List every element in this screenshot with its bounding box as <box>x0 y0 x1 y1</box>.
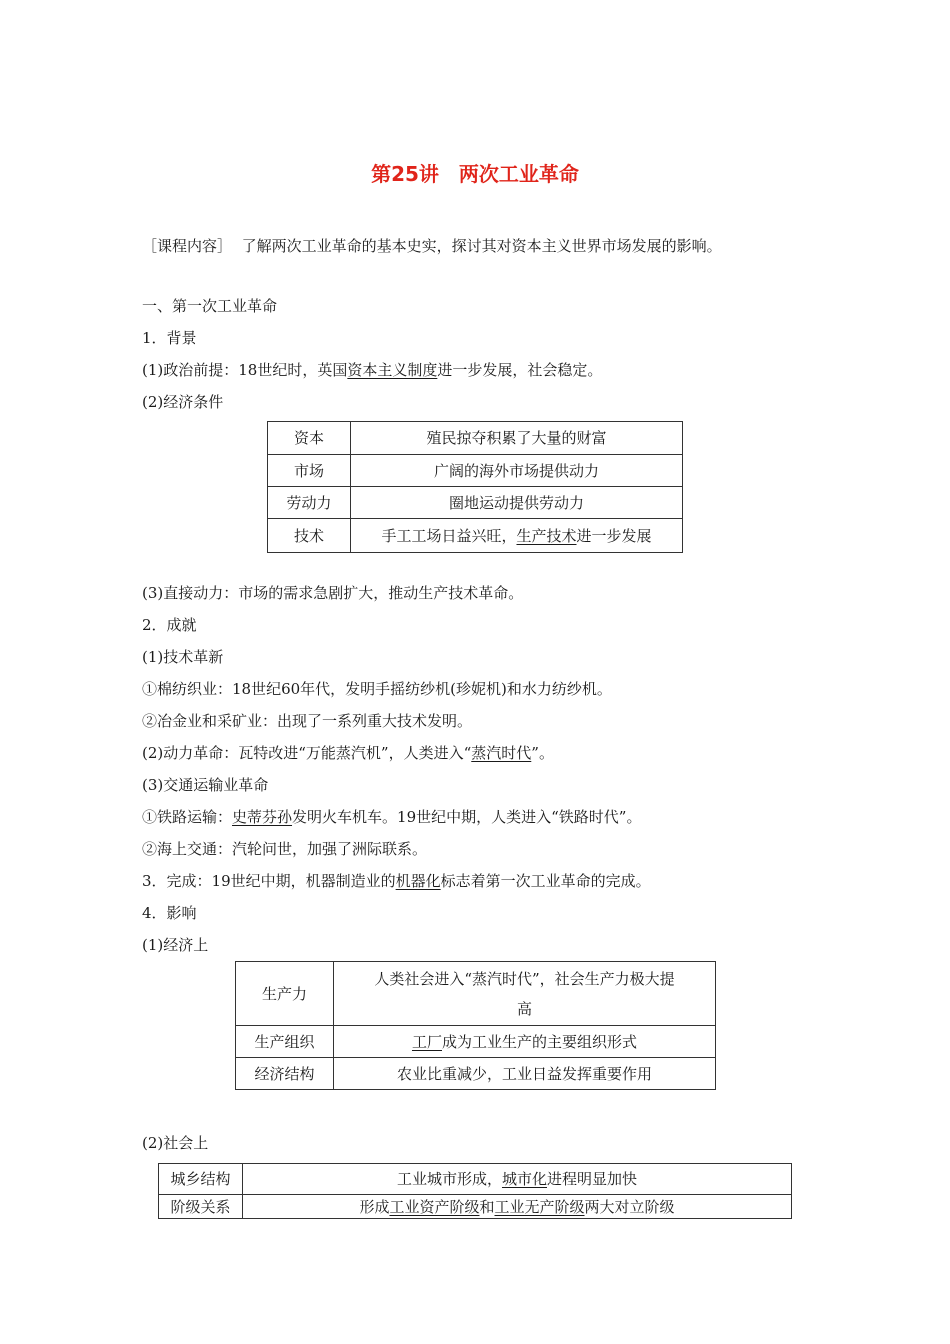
table-cell: 经济结构 <box>236 1058 334 1090</box>
table-cell: 生产力 <box>236 962 334 1026</box>
underlined-term: 资本主义制度 <box>347 361 438 379</box>
achievement-a7: ②海上交通：汽轮问世，加强了洲际联系。 <box>142 840 428 858</box>
section-heading: 一、第一次工业革命 <box>142 297 278 315</box>
table-cell: 圈地运动提供劳动力 <box>351 487 683 519</box>
background-p1: (1)政治前提：18世纪时，英国资本主义制度进一步发展，社会稳定。 <box>142 361 603 379</box>
table-cell: 资本 <box>268 422 351 455</box>
achievement-a3: ②冶金业和采矿业：出现了一系列重大技术发明。 <box>142 712 473 730</box>
table-cell: 农业比重减少，工业日益发挥重要作用 <box>334 1058 716 1090</box>
economic-conditions-table <box>267 421 683 553</box>
table-cell: 工业城市形成，城市化进程明显加快 <box>243 1164 792 1195</box>
achievement-a4: (2)动力革命：瓦特改进“万能蒸汽机”，人类进入“蒸汽时代”。 <box>142 744 554 762</box>
achievement-a2: ①棉纺织业：18世纪60年代，发明手摇纺纱机(珍妮机)和水力纺纱机。 <box>142 680 612 698</box>
background-p2: (2)经济条件 <box>142 393 224 411</box>
course-label: ［课程内容］ <box>142 237 233 255</box>
achievement-a6: ①铁路运输：史蒂芬孙发明火车机车。19世纪中期，人类进入“铁路时代”。 <box>142 808 642 826</box>
table-cell: 手工工场日益兴旺，生产技术进一步发展 <box>351 519 683 553</box>
table-cell: 生产组织 <box>236 1026 334 1058</box>
table-cell: 人类社会进入“蒸汽时代”，社会生产力极大提 高 <box>334 962 716 1026</box>
course-text: 了解两次工业革命的基本史实，探讨其对资本主义世界市场发展的影响。 <box>241 237 722 255</box>
social-influence-table <box>158 1163 792 1219</box>
background-p3: (3)直接动力：市场的需求急剧扩大，推动生产技术革命。 <box>142 584 524 602</box>
background-heading: 1．背景 <box>142 329 197 347</box>
table-cell: 阶级关系 <box>159 1195 243 1219</box>
influence-heading: 4．影响 <box>142 904 197 922</box>
achievement-heading: 2．成就 <box>142 616 197 634</box>
influence-economic: (1)经济上 <box>142 936 209 954</box>
page-title: 第25讲 两次工业革命 <box>371 162 579 186</box>
table-cell: 形成工业资产阶级和工业无产阶级两大对立阶级 <box>243 1195 792 1219</box>
table-cell: 技术 <box>268 519 351 553</box>
table-cell: 工厂成为工业生产的主要组织形式 <box>334 1026 716 1058</box>
table-cell: 劳动力 <box>268 487 351 519</box>
achievement-a5: (3)交通运输业革命 <box>142 776 269 794</box>
economic-influence-table <box>235 961 716 1090</box>
achievement-a1: (1)技术革新 <box>142 648 224 666</box>
table-cell: 市场 <box>268 455 351 487</box>
course-content <box>142 236 722 256</box>
table-cell: 城乡结构 <box>159 1164 243 1195</box>
influence-social: (2)社会上 <box>142 1134 209 1152</box>
table-cell: 广阔的海外市场提供动力 <box>351 455 683 487</box>
completion-line: 3．完成：19世纪中期，机器制造业的机器化标志着第一次工业革命的完成。 <box>142 872 651 890</box>
table-cell: 殖民掠夺积累了大量的财富 <box>351 422 683 455</box>
